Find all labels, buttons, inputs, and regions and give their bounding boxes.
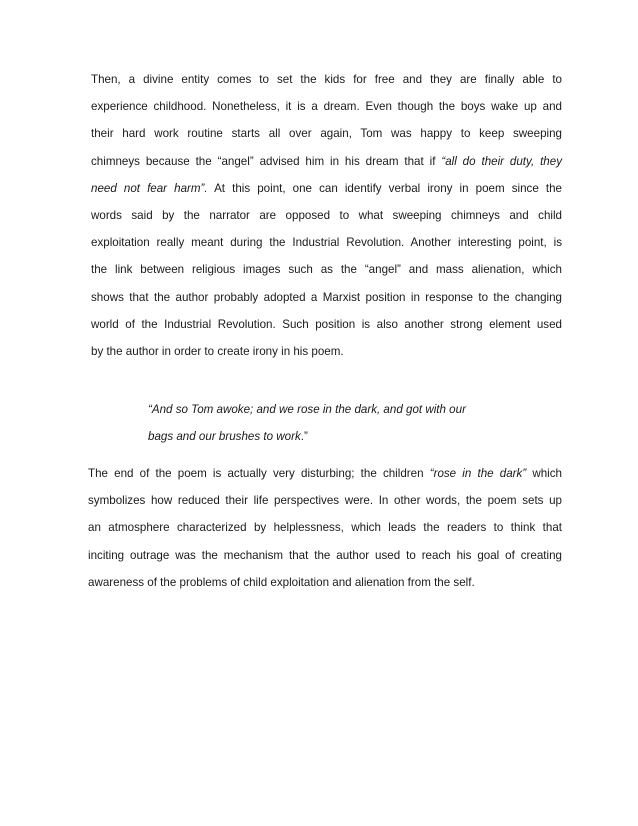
text-run: words said by the narrator are opposed to what sweeping chimneys and child	[91, 209, 562, 223]
text-run: chimneys because the “angel” advised him in his dream that if	[91, 154, 442, 168]
italic-text: need not fear harm”.	[91, 181, 208, 195]
text-line	[88, 569, 562, 596]
text-run: by the author in order to create irony in his poem.	[91, 345, 344, 359]
text-line	[88, 120, 562, 147]
quote-line-2-text: bags and our brushes to work	[148, 430, 301, 443]
text-line	[88, 256, 562, 283]
quote-line-1	[148, 396, 508, 423]
text-line	[88, 542, 562, 569]
text-run: which	[526, 467, 562, 480]
text-line	[88, 148, 562, 175]
text-run: The end of the poem is actually very disturbing; the children	[88, 467, 430, 480]
text-run: symbolizes how reduced their life perspectives were. In other words, the poem sets up	[88, 494, 562, 508]
text-line	[88, 66, 562, 93]
text-run: awareness of the problems of child exploitation and alienation from the self.	[88, 575, 475, 589]
text-run: experience childhood. Nonetheless, it is a dream. Even though the boys wake up and	[91, 100, 562, 114]
quote-line-1-text: “And so Tom awoke; and we rose in the dark, and got with our	[148, 403, 466, 416]
paragraph-1	[88, 66, 562, 365]
text-run: exploitation really meant during the Industrial Revolution. Another interesting point, is	[91, 236, 562, 250]
text-run: world of the Industrial Revolution. Such position is also another strong element used	[91, 317, 562, 331]
text-run: Then, a divine entity comes to set the kids for free and they are finally able to	[91, 73, 562, 86]
text-line	[88, 460, 562, 487]
text-line	[88, 514, 562, 541]
text-run: inciting outrage was the mechanism that the author used to reach his goal of creating	[88, 548, 562, 562]
text-line	[88, 487, 562, 514]
text-run: their hard work routine starts all over again, Tom was happy to keep sweeping	[91, 127, 562, 141]
paragraph-2	[88, 460, 562, 596]
text-line	[88, 202, 562, 229]
text-line	[88, 284, 562, 311]
text-line	[88, 311, 562, 338]
block-quote	[148, 396, 508, 450]
text-line	[88, 338, 562, 365]
text-run: an atmosphere characterized by helplessness, which leads the readers to think that	[88, 521, 562, 535]
text-run: the link between religious images such as the “angel” and mass alienation, which	[91, 263, 562, 277]
quote-line-2	[148, 423, 508, 450]
text-line	[88, 175, 562, 202]
text-line	[88, 229, 562, 256]
text-run: At this point, one can identify verbal irony in poem since the	[207, 181, 562, 195]
quote-line-2-end: .”	[300, 430, 308, 443]
text-line	[88, 93, 562, 120]
text-run: shows that the author probably adopted a Marxist position in response to the changing	[91, 290, 562, 304]
italic-text: “all do their duty, they	[441, 154, 562, 168]
italic-text: “rose in the dark”	[429, 467, 527, 480]
